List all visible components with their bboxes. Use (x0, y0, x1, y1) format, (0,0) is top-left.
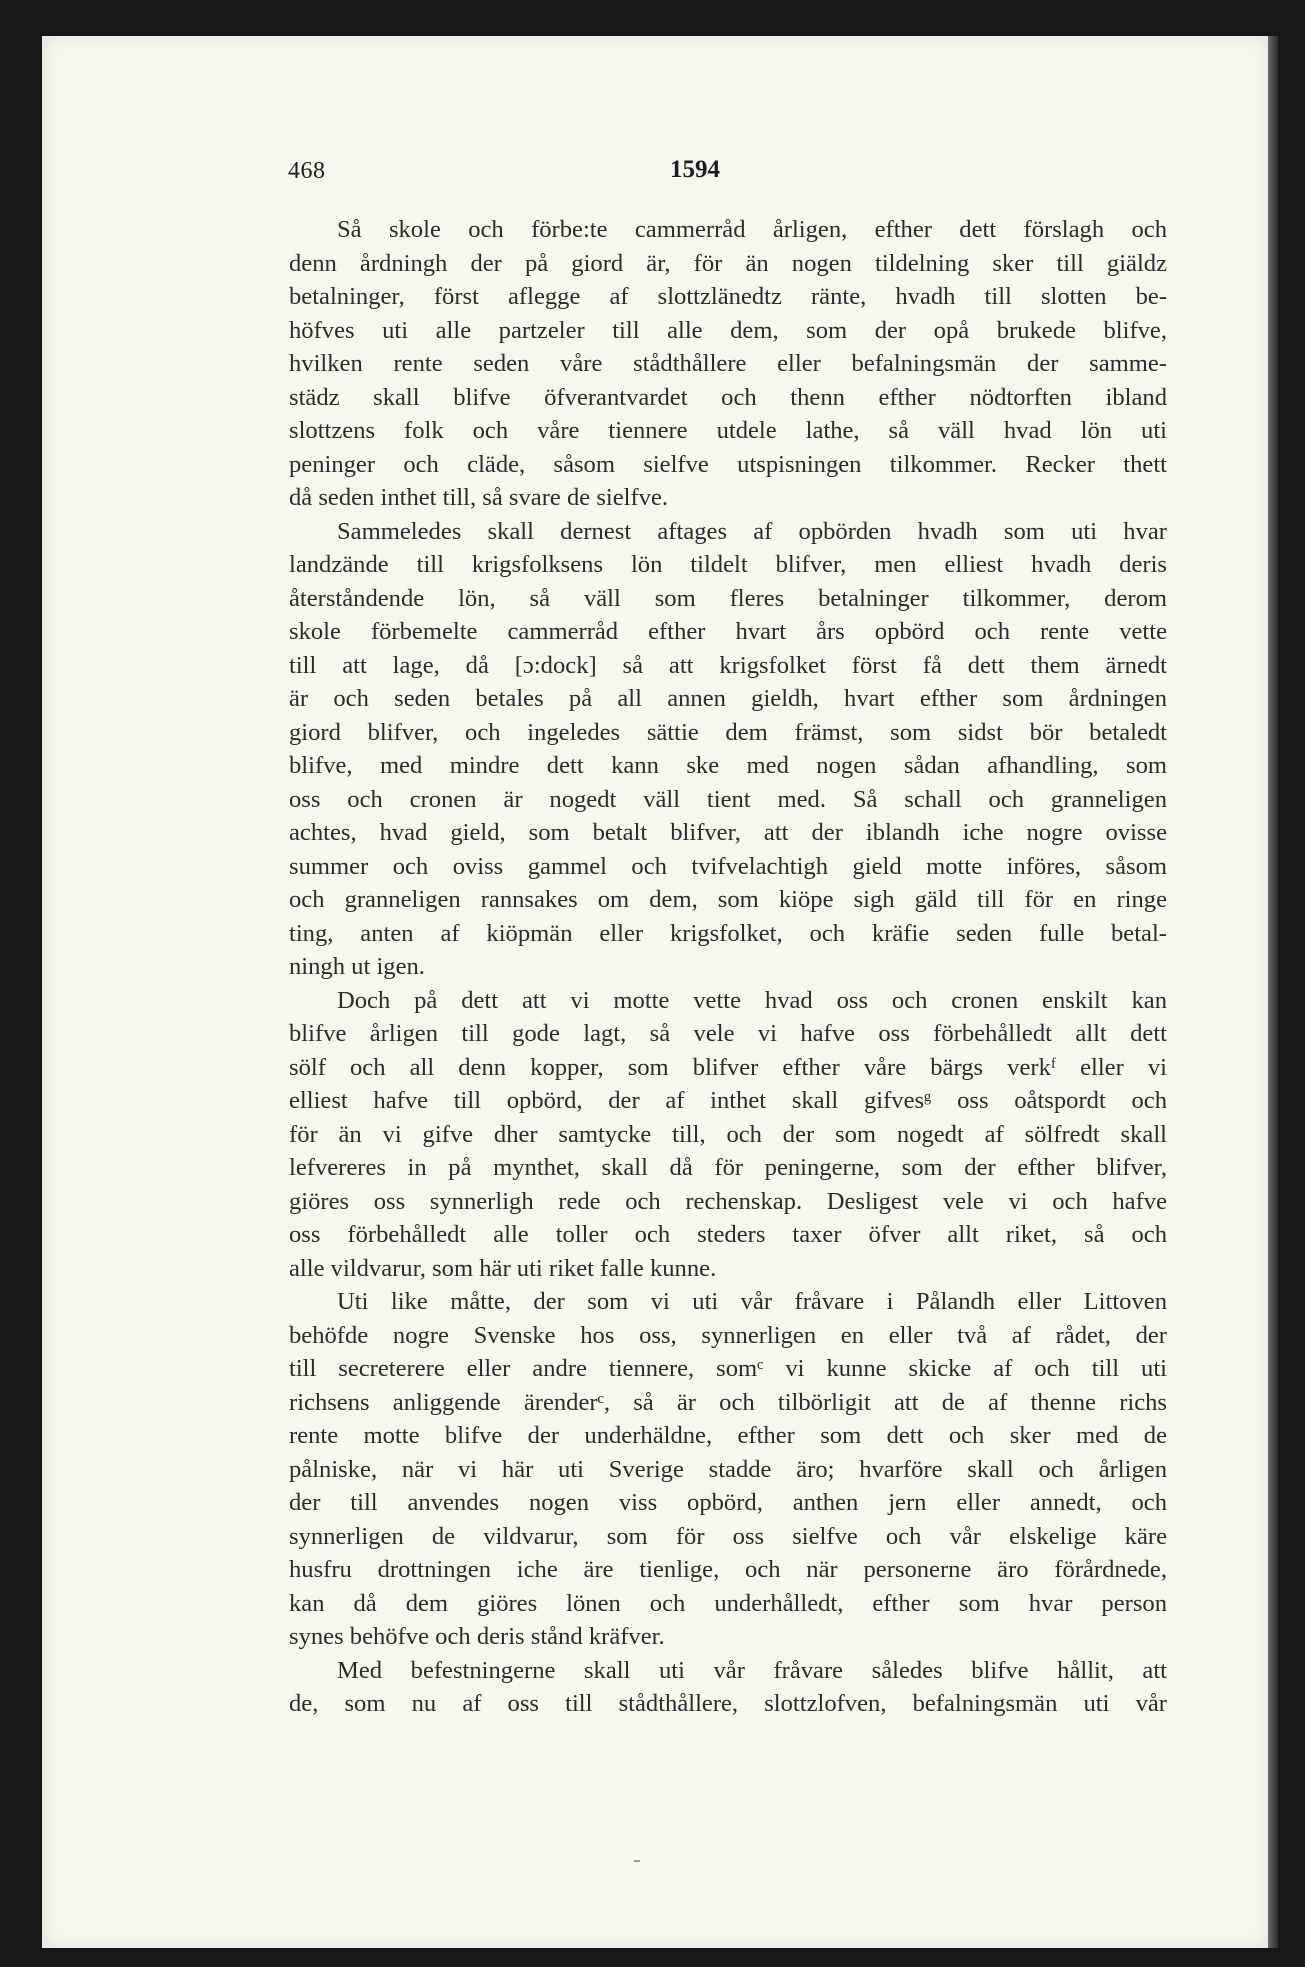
text-line: skole förbemelte cammerråd efther hvart års opbörd och rente vette (289, 618, 1167, 645)
text-line: elliest hafve till opbörd, der af inthet skall gifvesᵍ oss oåtspordt och (289, 1087, 1167, 1114)
text-line: slottzens folk och våre tiennere utdele lathe, så väll hvad lön uti (289, 417, 1167, 444)
text-line: oss förbehålledt alle toller och steders taxer öfver allt riket, så och (289, 1221, 1167, 1248)
text-line: kan då dem giöres lönen och underhålledt, efther som hvar person (289, 1589, 1167, 1617)
text-line: alle vildvarur, som här uti riket falle kunne. (289, 1254, 717, 1282)
text-line: till secreterere eller andre tiennere, somᶜ vi kunne skicke af och till uti (289, 1355, 1167, 1382)
text-line: Så skole och förbe:te cammerråd årligen, efther dett förslagh och (337, 216, 1167, 243)
text-line: och granneligen rannsakes om dem, som kiöpe sigh gäld till för en ringe (289, 886, 1167, 913)
page-edge-shadow (1268, 36, 1278, 1948)
text-line: Med befestningerne skall uti vår fråvare således blifve hållit, att (337, 1656, 1167, 1684)
text-line: sölf och all denn kopper, som blifver efther våre bärgs verkᶠ eller vi (289, 1053, 1167, 1081)
text-line: hvilken rente seden våre stådthållere eller befalningsmän der samme- (289, 350, 1167, 377)
text-line: för än vi gifve dher samtycke till, och der som nogedt af sölfredt skall (289, 1120, 1167, 1148)
page-number: 468 (288, 158, 326, 184)
text-line: pålniske, när vi här uti Sverige stadde äro; hvarföre skall och årligen (289, 1455, 1167, 1483)
text-line: husfru drottningen iche äre tienlige, och när personerne äro förårdnede, (289, 1556, 1167, 1583)
text-line: giord blifver, och ingeledes sättie dem främst, som sidst bör betaledt (289, 718, 1167, 746)
running-header (288, 158, 1168, 198)
body-text (289, 213, 1167, 1721)
text-line: betalninger, först aflegge af slottzlänedtz ränte, hvadh till slotten be- (289, 283, 1167, 310)
text-line: är och seden betales på all annen gieldh, hvart efther som årdningen (289, 685, 1167, 712)
text-line: der till anvendes nogen viss opbörd, anthen jern eller annedt, och (289, 1489, 1167, 1516)
text-line: ningh ut igen. (289, 953, 425, 980)
text-line: peninger och cläde, såsom sielfve utspisningen tilkommer. Recker thett (289, 450, 1167, 478)
text-line: ting, anten af kiöpmän eller krigsfolket, och kräfie seden fulle betal- (289, 919, 1167, 947)
text-line: summer och oviss gammel och tvifvelachtigh gield motte införes, såsom (289, 852, 1167, 880)
text-line: richsens anliggende ärenderᶜ, så är och tilbörligit att de af thenne richs (289, 1388, 1167, 1416)
text-line: denn årdningh der på giord är, för än nogen tildelning sker till giäldz (289, 249, 1167, 277)
text-line: höfves uti alle partzeler till alle dem, som der opå brukede blifve, (289, 316, 1167, 344)
text-line: lefvereres in på mynthet, skall då för peningerne, som der efther blifver, (289, 1154, 1167, 1181)
text-line: blifve, med mindre dett kann ske med nogen sådan afhandling, som (289, 752, 1167, 779)
text-line: de, som nu af oss till stådthållere, slottzlofven, befalningsmän uti vår (289, 1690, 1167, 1717)
text-line: Doch på dett att vi motte vette hvad oss och cronen enskilt kan (337, 986, 1167, 1014)
text-line: Sammeledes skall dernest aftages af opbörden hvadh som uti hvar (337, 517, 1167, 545)
text-line: synnerligen de vildvarur, som för oss sielfve och vår elskelige käre (289, 1522, 1167, 1550)
text-line: städz skall blifve öfverantvardet och thenn efther nödtorften ibland (289, 383, 1167, 411)
text-line: återståndende lön, så väll som fleres betalninger tilkommer, derom (289, 584, 1167, 612)
year-heading: 1594 (670, 156, 720, 183)
text-line: synes behöfve och deris stånd kräfver. (289, 1623, 665, 1650)
text-line: rente motte blifve der underhäldne, efther som dett och sker med de (289, 1422, 1167, 1449)
text-line: Uti like måtte, der som vi uti vår fråvare i Pålandh eller Littoven (337, 1288, 1167, 1315)
text-line: blifve årligen till gode lagt, så vele vi hafve oss förbehålledt allt dett (289, 1020, 1167, 1047)
text-line: till att lage, då [ɔ:dock] så att krigsfolket först få dett them ärnedt (289, 651, 1167, 679)
text-line: oss och cronen är nogedt väll tient med. Så schall och granneligen (289, 785, 1167, 813)
text-line: achtes, hvad gield, som betalt blifver, att der iblandh iche nogre ovisse (289, 819, 1167, 846)
text-line: giöres oss synnerligh rede och rechenskap. Desligest vele vi och hafve (289, 1187, 1167, 1215)
footer-mark (634, 1860, 640, 1862)
text-line: landzände till krigsfolksens lön tildelt blifver, men elliest hvadh deris (289, 551, 1167, 578)
text-line: då seden inthet till, så svare de sielfve. (289, 484, 669, 511)
text-line: behöfde nogre Svenske hos oss, synnerligen en eller två af rådet, der (289, 1321, 1167, 1349)
